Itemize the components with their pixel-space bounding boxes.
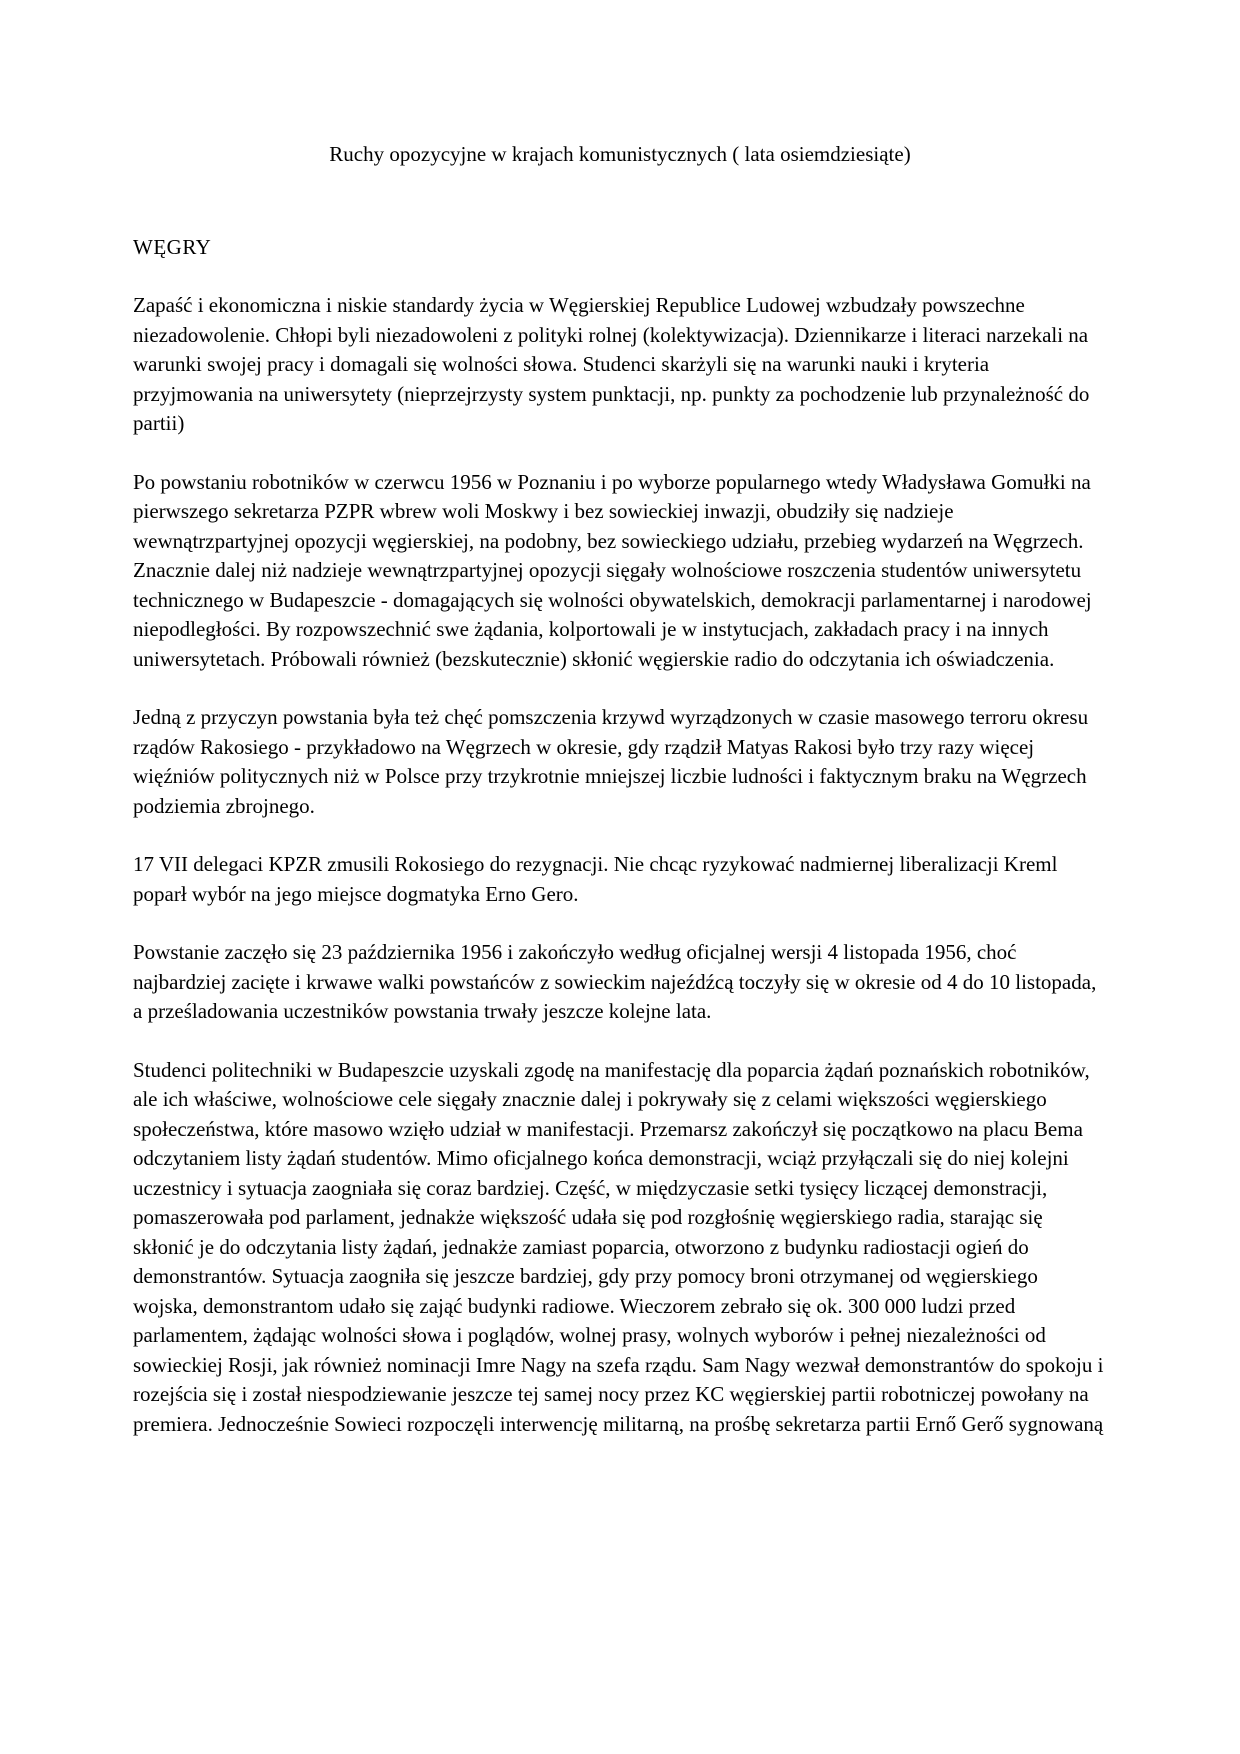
paragraph: Zapaść i ekonomiczna i niskie standardy życia w Węgierskiej Republice Ludowej wzbudzały powszechne niezadowolenie. Chłopi byli niezadowoleni z polityki rolnej (kolektywizacja). Dziennikarze i literaci narzekali na warunki swojej pracy i domagali się wolności słowa. Studenci skarżyli się na warunki nauki i kryteria przyjmowania na uniwersytety (nieprzejrzysty system punktacji, np. punkty za pochodzenie lub przynależność do partii) — [133, 293, 1090, 435]
paragraph: Po powstaniu robotników w czerwcu 1956 w Poznaniu i po wyborze popularnego wtedy Władysława Gomułki na pierwszego sekretarza PZPR wbrew woli Moskwy i bez sowieckiej inwazji, obudziły się nadzieje wewnątrzpartyjnej opozycji węgierskiej, na podobny, bez sowieckiego udziału, przebieg wydarzeń na Węgrzech. Znacznie dalej niż nadzieje wewnątrzpartyjnej opozycji sięgały wolnościowe roszczenia studentów uniwersytetu technicznego w Budapeszcie - domagających się wolności obywatelskich, demokracji parlamentarnej i narodowej niepodległości. By rozpowszechnić swe żądania, kolportowali je w instytucjach, zakładach pracy i na innych uniwersytetach. Próbowali również (bezskutecznie) skłonić węgierskie radio do odczytania ich oświadczenia. — [133, 469, 1092, 671]
paragraph: Powstanie zaczęło się 23 października 1956 i zakończyło według oficjalnej wersji 4 listopada 1956, choć najbardziej zacięte i krwawe walki powstańców z sowieckim najeźdźcą toczyły się w okresie od 4 do 10 listopada, a prześladowania uczestników powstania trwały jeszcze kolejne lata. — [133, 940, 1097, 1023]
paragraph: Studenci politechniki w Budapeszcie uzyskali zgodę na manifestację dla poparcia żądań poznańskich robotników, ale ich właściwe, wolnościowe cele sięgały znacznie dalej i pokrywały się z celami większości węgierskiego społeczeństwa, które masowo wzięło udział w manifestacji. Przemarsz zakończył się początkowo na placu Bema odczytaniem listy żądań studentów. Mimo oficjalnego końca demonstracji, wciąż przyłączali się do niej kolejni uczestnicy i sytuacja zaogniała się coraz bardziej. Część, w międzyczasie setki tysięcy liczącej demonstracji, pomaszerowała pod parlament, jednakże większość udała się pod rozgłośnię węgierskiego radia, starając się skłonić je do odczytania listy żądań, jednakże zamiast poparcia, otworzono z budynku radiostacji ogień do demonstrantów. Sytuacja zaogniła się jeszcze bardziej, gdy przy pomocy broni otrzymanej od węgierskiego wojska, demonstrantom udało się zająć budynki radiowe. Wieczorem zebrało się ok. 300 000 ludzi przed parlamentem, żądając wolności słowa i poglądów, wolnej prasy, wolnych wyborów i pełnej niezależności od sowieckiej Rosji, jak również nominacji Imre Nagy na szefa rządu. Sam Nagy wezwał demonstrantów do spokoju i rozejścia się i został niespodziewanie jeszcze tej samej nocy przez KC węgierskiej partii robotniczej powołany na premiera. Jednocześnie Sowieci rozpoczęli interwencję militarną, na prośbę sekretarza partii Ernő Gerő sygnowaną — [133, 1057, 1104, 1436]
paragraph: Jedną z przyczyn powstania była też chęć pomszczenia krzywd wyrządzonych w czasie masowego terroru okresu rządów Rakosiego - przykładowo na Węgrzech w okresie, gdy rządził Matyas Rakosi było trzy razy więcej więźniów politycznych niż w Polsce przy trzykrotnie mniejszej liczbie ludności i faktycznym braku na Węgrzech podziemia zbrojnego. — [133, 705, 1089, 818]
paragraph: 17 VII delegaci KPZR zmusili Rokosiego do rezygnacji. Nie chcąc ryzykować nadmiernej liberalizacji Kreml poparł wybór na jego miejsce dogmatyka Erno Gero. — [133, 852, 1058, 906]
section-heading: WĘGRY — [133, 235, 212, 259]
document-title: Ruchy opozycyjne w krajach komunistycznych ( lata osiemdziesiąte) — [329, 142, 911, 166]
